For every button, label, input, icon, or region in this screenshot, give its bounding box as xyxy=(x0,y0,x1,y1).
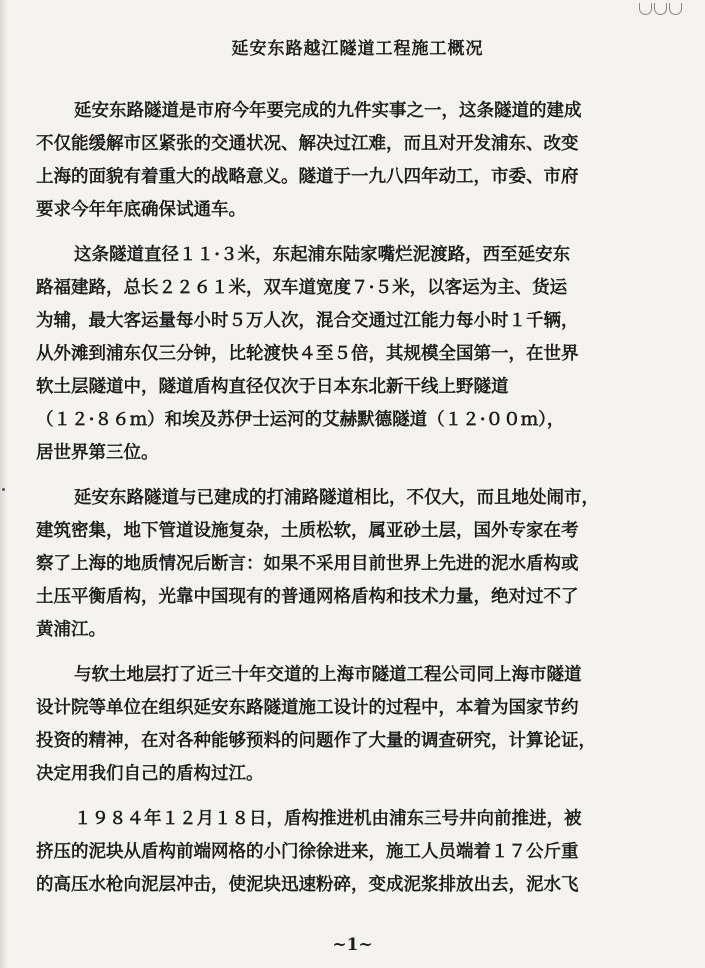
document-body xyxy=(36,95,659,902)
text-line: 居世界第三位。 xyxy=(36,443,159,463)
text-line: （１２·８６ｍ）和埃及苏伊士运河的艾赫默德隧道（１２·００ｍ）， xyxy=(36,410,565,430)
document-title: 延安东路越江隧道工程施工概况 xyxy=(231,39,484,59)
text-line: 设计院等单位在组织延安东路隧道施工设计的过程中，本着为国家节约 xyxy=(36,698,579,718)
text-line: 察了上海的地质情况后断言：如果不采用目前世界上先进的泥水盾构或 xyxy=(36,554,579,574)
text-line: 软土层隧道中，隧道盾构直径仅次于日本东北新干线上野隧道 xyxy=(36,377,509,397)
text-line: 土压平衡盾构，光靠中国现有的普通网格盾构和技术力量，绝对过不了 xyxy=(36,587,579,607)
text-line: 上海的面貌有着重大的战略意义。隧道于一九八四年动工，市委、市府 xyxy=(36,167,579,187)
paragraph xyxy=(36,239,659,470)
paragraph xyxy=(36,482,659,647)
text-line: 延安东路隧道与已建成的打浦路隧道相比，不仅大，而且地处闹市， xyxy=(74,488,599,508)
text-line: 要求今年年底确保试通车。 xyxy=(36,200,246,220)
text-line: 延安东路隧道是市府今年要完成的九件实事之一，这条隧道的建成 xyxy=(74,101,582,121)
paragraph xyxy=(36,803,659,902)
paragraph xyxy=(36,659,659,791)
text-line: 投资的精神，在对各种能够预料的问题作了大量的调查研究，计算论证， xyxy=(36,731,596,751)
text-line: 决定用我们自己的盾构过江。 xyxy=(36,764,264,784)
page-number: ~1~ xyxy=(332,935,373,955)
text-line: 不仅能缓解市区紧张的交通状况、解决过江难，而且对开发浦东、改变 xyxy=(36,134,579,154)
text-line: 路福建路，总长２２６１米，双车道宽度７·５米，以客运为主、货运 xyxy=(36,278,568,298)
binding-edge xyxy=(0,0,8,968)
clip-mark xyxy=(639,0,691,12)
text-line: 挤压的泥块从盾构前端网格的小门徐徐进来，施工人员端着１７公斤重 xyxy=(36,842,579,862)
text-line: １９８４年１２月１８日，盾构推进机由浦东三号井向前推进，被 xyxy=(74,809,582,829)
text-line: 从外滩到浦东仅三分钟，比轮渡快４至５倍，其规模全国第一，在世界 xyxy=(36,344,579,364)
text-line: 建筑密集，地下管道设施复杂，土质松软，属亚砂土层，国外专家在考 xyxy=(36,521,579,541)
paragraph xyxy=(36,95,659,227)
text-line: 的高压水枪向泥层冲击，使泥块迅速粉碎，变成泥浆排放出去，泥水飞 xyxy=(36,875,579,895)
text-line: 黄浦江。 xyxy=(36,620,106,640)
text-line: 与软土地层打了近三十年交道的上海市隧道工程公司同上海市隧道 xyxy=(74,665,582,685)
text-line: 为辅，最大客运量每小时５万人次，混合交通过江能力每小时１千辆， xyxy=(36,311,579,331)
binding-hole xyxy=(2,488,5,491)
text-line: 这条隧道直径１１·３米，东起浦东陆家嘴烂泥渡路，西至延安东 xyxy=(74,245,571,265)
